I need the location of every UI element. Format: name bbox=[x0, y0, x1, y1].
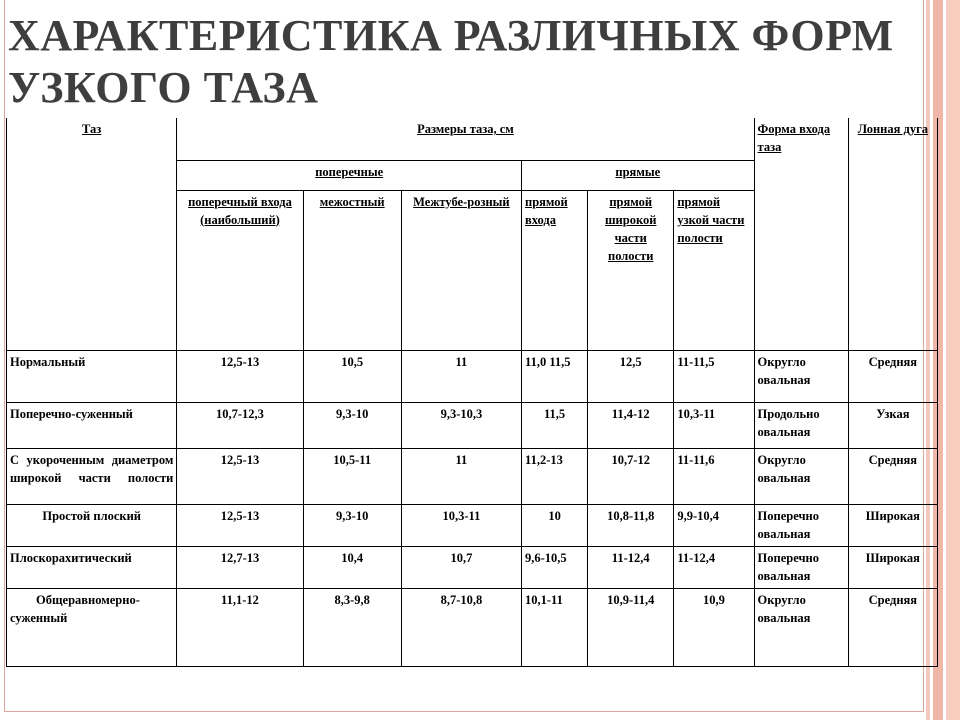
cell: 11,1-12 bbox=[177, 588, 303, 666]
header-pubic-arch: Лонная дуга bbox=[848, 118, 937, 350]
cell: 10,3-11 bbox=[674, 402, 754, 448]
row-name: Поперечно-суженный bbox=[7, 402, 177, 448]
cell: Широкая bbox=[848, 546, 937, 588]
cell: 9,3-10 bbox=[303, 402, 401, 448]
cell: 11,2-13 bbox=[522, 448, 588, 504]
subheader-direct-entry: прямой входа bbox=[522, 190, 588, 350]
table-row bbox=[7, 504, 938, 546]
cell: Поперечно овальная bbox=[754, 504, 848, 546]
cell: Поперечно овальная bbox=[754, 546, 848, 588]
cell: 10,1-11 bbox=[522, 588, 588, 666]
cell: 10,5 bbox=[303, 350, 401, 402]
cell: Широкая bbox=[848, 504, 937, 546]
pelvis-table bbox=[6, 118, 938, 667]
cell: 10,7-12 bbox=[588, 448, 674, 504]
row-name: С укороченным диаметром широкой части полости bbox=[7, 448, 177, 504]
cell: 11 bbox=[401, 448, 521, 504]
table-row bbox=[7, 448, 938, 504]
cell: Средняя bbox=[848, 448, 937, 504]
cell: 10,5-11 bbox=[303, 448, 401, 504]
cell: 12,7-13 bbox=[177, 546, 303, 588]
cell: 11 bbox=[401, 350, 521, 402]
table-row bbox=[7, 350, 938, 402]
cell: Округло овальная bbox=[754, 350, 848, 402]
cell: 10,4 bbox=[303, 546, 401, 588]
row-name: Плоскорахитический bbox=[7, 546, 177, 588]
cell: 10,3-11 bbox=[401, 504, 521, 546]
cell: Продольно овальная bbox=[754, 402, 848, 448]
cell: 11-11,5 bbox=[674, 350, 754, 402]
page-title: ХАРАКТЕРИСТИКА РАЗЛИЧНЫХ ФОРМ УЗКОГО ТАЗА bbox=[8, 11, 894, 112]
row-name: Простой плоский bbox=[7, 504, 177, 546]
subheader-transverse-entry: поперечный входа (наибольший) bbox=[177, 190, 303, 350]
header-entry-shape: Форма входа таза bbox=[754, 118, 848, 350]
cell: 11-12,4 bbox=[588, 546, 674, 588]
cell: 9,9-10,4 bbox=[674, 504, 754, 546]
cell: 11,5 bbox=[522, 402, 588, 448]
cell: 8,3-9,8 bbox=[303, 588, 401, 666]
cell: 10,8-11,8 bbox=[588, 504, 674, 546]
cell: Средняя bbox=[848, 588, 937, 666]
cell: 10,9 bbox=[674, 588, 754, 666]
cell: Округло овальная bbox=[754, 448, 848, 504]
table-row bbox=[7, 546, 938, 588]
row-name: Нормальный bbox=[7, 350, 177, 402]
subheader-interspinous: межостный bbox=[303, 190, 401, 350]
header-direct: прямые bbox=[522, 160, 755, 190]
cell: 10 bbox=[522, 504, 588, 546]
cell: 11-12,4 bbox=[674, 546, 754, 588]
subheader-direct-narrow: прямой узкой части полости bbox=[674, 190, 754, 350]
header-pelvis: Таз bbox=[7, 118, 177, 350]
subheader-intertuberous: Межтубе-розный bbox=[401, 190, 521, 350]
table-row bbox=[7, 588, 938, 666]
cell: 11,4-12 bbox=[588, 402, 674, 448]
cell: 8,7-10,8 bbox=[401, 588, 521, 666]
cell: 12,5-13 bbox=[177, 504, 303, 546]
subheader-direct-wide: прямой широкой части полости bbox=[588, 190, 674, 350]
cell: 10,7 bbox=[401, 546, 521, 588]
cell: 11,0 11,5 bbox=[522, 350, 588, 402]
row-name: Общеравномерно-суженный bbox=[7, 588, 177, 666]
cell: 9,6-10,5 bbox=[522, 546, 588, 588]
cell: 9,3-10 bbox=[303, 504, 401, 546]
cell: Узкая bbox=[848, 402, 937, 448]
cell: 10,7-12,3 bbox=[177, 402, 303, 448]
cell: 9,3-10,3 bbox=[401, 402, 521, 448]
cell: Округло овальная bbox=[754, 588, 848, 666]
stripe-wide bbox=[946, 0, 960, 720]
header-transverse: поперечные bbox=[177, 160, 522, 190]
header-sizes: Размеры таза, см bbox=[177, 118, 754, 160]
cell: Средняя bbox=[848, 350, 937, 402]
cell: 10,9-11,4 bbox=[588, 588, 674, 666]
cell: 12,5 bbox=[588, 350, 674, 402]
cell: 12,5-13 bbox=[177, 448, 303, 504]
cell: 11-11,6 bbox=[674, 448, 754, 504]
cell: 12,5-13 bbox=[177, 350, 303, 402]
table-row bbox=[7, 402, 938, 448]
